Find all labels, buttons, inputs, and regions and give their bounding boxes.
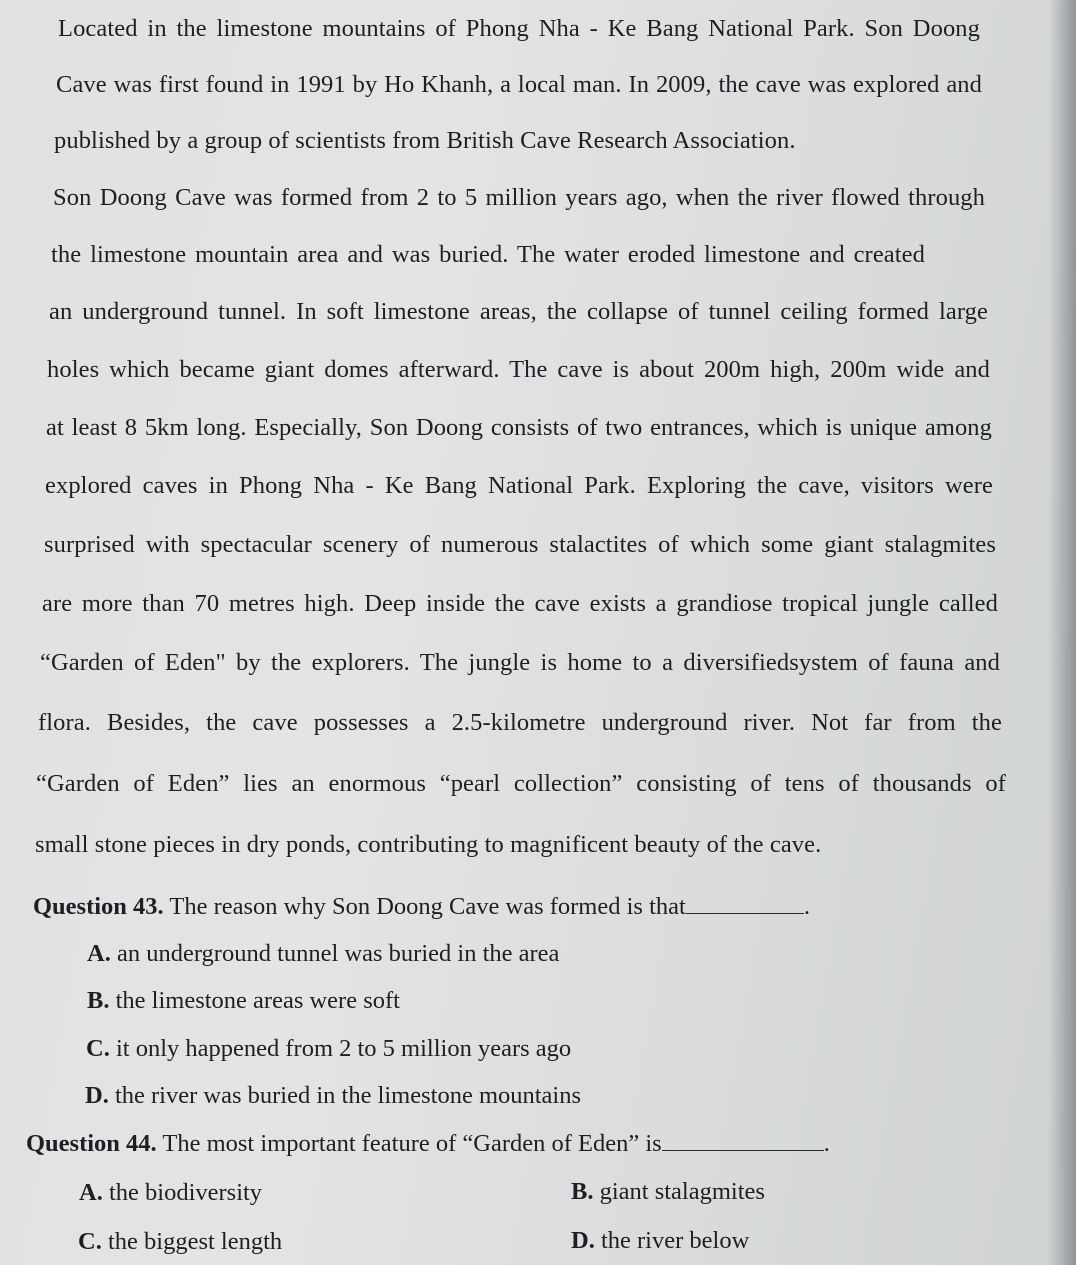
passage-line: Son Doong Cave was formed from 2 to 5 million years ago, when the river flowed through: [53, 184, 985, 211]
question-44-option-a: [79, 1178, 262, 1208]
option-letter: C.: [86, 1035, 110, 1062]
question-44-period: .: [823, 1130, 830, 1157]
question-44-label: Question 44.: [26, 1130, 157, 1157]
option-letter: A.: [79, 1179, 103, 1206]
passage-line: explored caves in Phong Nha - Ke Bang National Park. Exploring the cave, visitors were: [45, 472, 993, 499]
option-letter: B.: [571, 1178, 594, 1205]
passage-line: are more than 70 metres high. Deep inside the cave exists a grandiose tropical jungle called: [42, 590, 998, 617]
option-text: giant stalagmites: [599, 1178, 765, 1205]
question-43-option-c: [86, 1034, 571, 1064]
page-edge-shadow: [1048, 0, 1076, 1265]
question-43-option-a: [87, 939, 559, 969]
passage-line: Cave was first found in 1991 by Ho Khanh, a local man. In 2009, the cave was explored and: [56, 71, 982, 98]
passage-line: surprised with spectacular scenery of numerous stalactites of which some giant stalagmites: [44, 531, 996, 558]
option-letter: A.: [87, 940, 111, 967]
question-44-option-b: [571, 1177, 765, 1207]
option-text: the limestone areas were soft: [115, 987, 400, 1014]
question-44-stem: [26, 1129, 830, 1159]
passage-line: published by a group of scientists from British Cave Research Association.: [54, 127, 796, 154]
passage-line: “Garden of Eden” lies an enormous “pearl collection” consisting of tens of thousands of: [36, 770, 1006, 797]
question-44-option-c: [78, 1227, 282, 1257]
option-text: it only happened from 2 to 5 million years ago: [115, 1035, 572, 1062]
option-text: the biodiversity: [108, 1179, 263, 1206]
option-text: the river was buried in the limestone mountains: [114, 1082, 582, 1109]
option-text: the river below: [600, 1227, 750, 1254]
question-43-stem: [33, 892, 810, 922]
passage-line: holes which became giant domes afterward. The cave is about 200m high, 200m wide and: [47, 356, 990, 383]
passage-line: an underground tunnel. In soft limestone areas, the collapse of tunnel ceiling formed large: [49, 298, 988, 325]
option-text: the biggest length: [107, 1228, 283, 1255]
passage-line: flora. Besides, the cave possesses a 2.5-kilometre underground river. Not far from the: [38, 709, 1002, 736]
passage-line: small stone pieces in dry ponds, contributing to magnificent beauty of the cave.: [35, 831, 822, 858]
answer-blank: [686, 893, 804, 914]
question-43-option-b: [87, 986, 400, 1016]
passage-line: “Garden of Eden" by the explorers. The jungle is home to a diversifiedsystem of fauna and: [40, 649, 1000, 676]
passage-line: Located in the limestone mountains of Phong Nha - Ke Bang National Park. Son Doong: [58, 15, 980, 42]
answer-blank: [662, 1130, 824, 1151]
option-text: an underground tunnel was buried in the area: [116, 940, 560, 967]
option-letter: C.: [78, 1228, 102, 1255]
question-43-label: Question 43.: [33, 893, 164, 920]
option-letter: D.: [85, 1082, 109, 1109]
passage-line: at least 8 5km long. Especially, Son Doong consists of two entrances, which is unique among: [46, 414, 992, 441]
question-44-option-d: [571, 1226, 749, 1256]
option-letter: B.: [87, 987, 110, 1014]
question-43-text: The reason why Son Doong Cave was formed is that: [169, 893, 686, 920]
passage-line: the limestone mountain area and was buried. The water eroded limestone and created: [51, 241, 925, 268]
question-43-period: .: [803, 893, 810, 920]
question-44-text: The most important feature of “Garden of Eden” is: [162, 1130, 662, 1157]
option-letter: D.: [571, 1227, 595, 1254]
question-43-option-d: [85, 1081, 581, 1111]
